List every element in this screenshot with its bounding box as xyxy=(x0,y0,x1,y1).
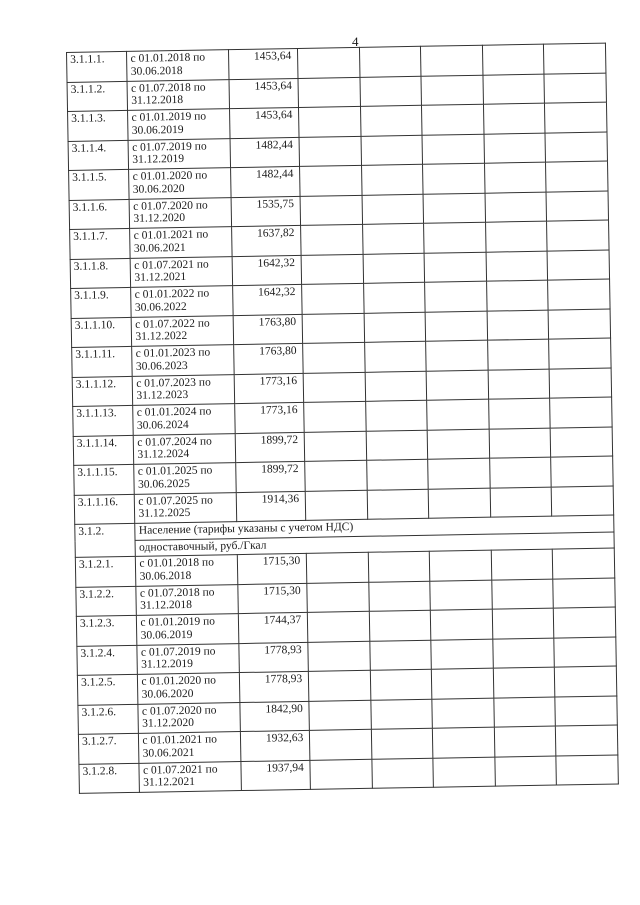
empty-cell xyxy=(299,136,361,167)
row-value: 1453,64 xyxy=(229,78,298,109)
empty-cell xyxy=(359,46,421,77)
row-value: 1899,72 xyxy=(235,432,304,463)
empty-cell xyxy=(427,399,489,430)
row-value: 1482,44 xyxy=(231,166,300,197)
empty-cell xyxy=(300,165,362,196)
empty-cell xyxy=(490,457,552,488)
empty-cell xyxy=(554,636,616,667)
row-period: с 01.01.2018 по 30.06.2018 xyxy=(136,555,238,586)
row-period: с 01.01.2025 по 30.06.2025 xyxy=(134,463,236,494)
empty-cell xyxy=(362,223,424,254)
row-code: 3.1.2.6. xyxy=(78,704,139,735)
empty-cell xyxy=(546,191,608,222)
empty-cell xyxy=(422,134,484,165)
empty-cell xyxy=(301,254,363,285)
row-value: 1763,80 xyxy=(234,343,303,374)
row-value: 1773,16 xyxy=(235,402,304,433)
empty-cell xyxy=(483,74,545,105)
empty-cell xyxy=(492,579,554,610)
empty-cell xyxy=(484,162,546,193)
row-period: с 01.07.2021 по 31.12.2021 xyxy=(139,761,241,792)
row-period: с 01.07.2019 по 31.12.2019 xyxy=(137,643,239,674)
empty-cell xyxy=(363,282,425,313)
empty-cell xyxy=(490,487,552,518)
empty-cell xyxy=(308,611,370,642)
empty-cell xyxy=(310,729,372,760)
empty-cell xyxy=(421,45,483,76)
empty-cell xyxy=(545,102,607,133)
row-code: 3.1.2.4. xyxy=(77,645,138,676)
empty-cell xyxy=(556,754,618,785)
empty-cell xyxy=(425,281,487,312)
row-code: 3.1.1.8. xyxy=(70,258,131,289)
row-period: с 01.07.2018 по 31.12.2018 xyxy=(127,79,229,110)
empty-cell xyxy=(544,73,606,104)
empty-cell xyxy=(422,104,484,135)
empty-cell xyxy=(298,47,360,78)
tariff-table-container xyxy=(66,43,619,794)
row-value: 1899,72 xyxy=(236,461,305,492)
empty-cell xyxy=(366,459,428,490)
row-value: 1453,64 xyxy=(229,48,298,79)
empty-cell xyxy=(301,224,363,255)
empty-cell xyxy=(433,727,495,758)
page-number: 4 xyxy=(352,34,359,49)
tariff-rows-upper xyxy=(67,43,614,524)
row-period: с 01.07.2019 по 31.12.2019 xyxy=(129,138,231,169)
section-title: Население (тарифы указаны с учетом НДС) xyxy=(135,515,614,540)
empty-cell xyxy=(433,757,495,788)
row-value: 1715,30 xyxy=(238,553,307,584)
row-period: с 01.07.2022 по 31.12.2022 xyxy=(132,315,234,346)
empty-cell xyxy=(494,697,556,728)
row-value: 1773,16 xyxy=(234,373,303,404)
empty-cell xyxy=(431,639,493,670)
empty-cell xyxy=(426,370,488,401)
row-value: 1932,63 xyxy=(241,730,310,761)
empty-cell xyxy=(547,250,609,281)
row-value: 1914,36 xyxy=(237,491,306,522)
empty-cell xyxy=(371,728,433,759)
empty-cell xyxy=(369,610,431,641)
section-subtitle: одноставочный, руб./Гкал xyxy=(136,532,615,556)
row-period: с 01.07.2025 по 31.12.2025 xyxy=(135,492,237,523)
empty-cell xyxy=(484,133,546,164)
empty-cell xyxy=(487,310,549,341)
empty-cell xyxy=(361,135,423,166)
row-period: с 01.07.2020 по 31.12.2020 xyxy=(130,197,232,228)
empty-cell xyxy=(492,608,554,639)
empty-cell xyxy=(428,458,490,489)
empty-cell xyxy=(491,549,553,580)
row-period: с 01.01.2020 по 30.06.2020 xyxy=(138,673,240,704)
empty-cell xyxy=(488,369,550,400)
empty-cell xyxy=(364,312,426,343)
empty-cell xyxy=(303,372,365,403)
empty-cell xyxy=(482,44,544,75)
empty-cell xyxy=(302,283,364,314)
row-code: 3.1.2.1. xyxy=(75,556,136,587)
empty-cell xyxy=(369,581,431,612)
empty-cell xyxy=(421,75,483,106)
empty-cell xyxy=(494,726,556,757)
row-period: с 01.01.2021 по 30.06.2021 xyxy=(130,227,232,258)
tariff-rows-lower xyxy=(75,548,618,793)
row-value: 1453,64 xyxy=(230,107,299,138)
empty-cell xyxy=(553,578,615,609)
empty-cell xyxy=(429,488,491,519)
row-value: 1778,93 xyxy=(239,642,308,673)
empty-cell xyxy=(360,76,422,107)
empty-cell xyxy=(308,641,370,672)
empty-cell xyxy=(307,552,369,583)
empty-cell xyxy=(425,311,487,342)
empty-cell xyxy=(305,490,367,521)
empty-cell xyxy=(426,340,488,371)
row-value: 1637,82 xyxy=(232,225,301,256)
row-period: с 01.01.2021 по 30.06.2021 xyxy=(139,732,241,763)
empty-cell xyxy=(493,638,555,669)
empty-cell xyxy=(488,398,550,429)
empty-cell xyxy=(495,756,557,787)
row-period: с 01.07.2023 по 31.12.2023 xyxy=(133,374,235,405)
empty-cell xyxy=(423,163,485,194)
empty-cell xyxy=(432,698,494,729)
empty-cell xyxy=(483,103,545,134)
row-value: 1744,37 xyxy=(239,612,308,643)
empty-cell xyxy=(427,429,489,460)
empty-cell xyxy=(424,252,486,283)
row-period: с 01.07.2024 по 31.12.2024 xyxy=(134,433,236,464)
empty-cell xyxy=(545,132,607,163)
empty-cell xyxy=(550,397,612,428)
empty-cell xyxy=(548,279,610,310)
empty-cell xyxy=(364,341,426,372)
empty-cell xyxy=(489,428,551,459)
empty-cell xyxy=(430,580,492,611)
row-period: с 01.07.2020 по 31.12.2020 xyxy=(138,702,240,733)
row-code: 3.1.1.7. xyxy=(70,228,131,259)
empty-cell xyxy=(304,401,366,432)
row-period: с 01.01.2023 по 30.06.2023 xyxy=(132,345,234,376)
row-code: 3.1.1.15. xyxy=(74,464,135,495)
empty-cell xyxy=(366,430,428,461)
empty-cell xyxy=(424,222,486,253)
empty-cell xyxy=(303,342,365,373)
empty-cell xyxy=(370,640,432,671)
row-code: 3.1.1.11. xyxy=(72,346,133,377)
row-code: 3.1.1.13. xyxy=(73,405,134,436)
empty-cell xyxy=(305,460,367,491)
row-value: 1642,32 xyxy=(232,255,301,286)
empty-cell xyxy=(432,668,494,699)
empty-cell xyxy=(487,339,549,370)
empty-cell xyxy=(309,670,371,701)
row-code: 3.1.2.5. xyxy=(77,674,138,705)
row-period: с 01.07.2021 по 31.12.2021 xyxy=(131,256,233,287)
empty-cell xyxy=(552,486,614,517)
row-code: 3.1.1.5. xyxy=(69,169,130,200)
empty-cell xyxy=(310,759,372,790)
empty-cell xyxy=(553,548,615,579)
empty-cell xyxy=(363,253,425,284)
empty-cell xyxy=(362,194,424,225)
row-code: 3.1.1.16. xyxy=(74,494,135,525)
row-period: с 01.01.2018 по 30.06.2018 xyxy=(127,50,229,81)
empty-cell xyxy=(556,725,618,756)
row-period: с 01.01.2019 по 30.06.2019 xyxy=(128,109,230,140)
row-value: 1535,75 xyxy=(231,196,300,227)
empty-cell xyxy=(298,77,360,108)
row-period: с 01.01.2024 по 30.06.2024 xyxy=(133,404,235,435)
row-value: 1482,44 xyxy=(230,137,299,168)
row-code: 3.1.1.3. xyxy=(68,110,129,141)
empty-cell xyxy=(549,368,611,399)
empty-cell xyxy=(423,193,485,224)
row-code: 3.1.1.9. xyxy=(71,287,132,318)
empty-cell xyxy=(430,550,492,581)
row-period: с 01.01.2020 по 30.06.2020 xyxy=(129,168,231,199)
empty-cell xyxy=(365,371,427,402)
empty-cell xyxy=(548,309,610,340)
row-code: 3.1.1.10. xyxy=(71,317,132,348)
empty-cell xyxy=(493,667,555,698)
row-value: 1937,94 xyxy=(241,760,310,791)
section-code: 3.1.2. xyxy=(75,523,136,557)
row-code: 3.1.1.1. xyxy=(67,51,128,82)
empty-cell xyxy=(547,220,609,251)
row-value: 1642,32 xyxy=(233,284,302,315)
empty-cell xyxy=(302,313,364,344)
empty-cell xyxy=(549,338,611,369)
empty-cell xyxy=(431,609,493,640)
tariff-table xyxy=(66,43,619,794)
row-value: 1842,90 xyxy=(240,701,309,732)
empty-cell xyxy=(371,699,433,730)
row-code: 3.1.1.12. xyxy=(72,376,133,407)
row-value: 1715,30 xyxy=(238,583,307,614)
row-code: 3.1.2.2. xyxy=(76,586,137,617)
row-period: с 01.07.2018 по 31.12.2018 xyxy=(136,584,238,615)
empty-cell xyxy=(555,695,617,726)
empty-cell xyxy=(365,400,427,431)
empty-cell xyxy=(309,700,371,731)
row-code: 3.1.1.4. xyxy=(68,140,129,171)
empty-cell xyxy=(300,195,362,226)
empty-cell xyxy=(486,280,548,311)
row-value: 1778,93 xyxy=(240,671,309,702)
empty-cell xyxy=(360,105,422,136)
empty-cell xyxy=(551,456,613,487)
empty-cell xyxy=(544,43,606,74)
empty-cell xyxy=(307,582,369,613)
empty-cell xyxy=(554,607,616,638)
empty-cell xyxy=(485,192,547,223)
empty-cell xyxy=(368,551,430,582)
row-code: 3.1.2.3. xyxy=(76,615,137,646)
empty-cell xyxy=(367,489,429,520)
row-code: 3.1.1.6. xyxy=(69,199,130,230)
row-code: 3.1.1.14. xyxy=(73,435,134,466)
row-value: 1763,80 xyxy=(233,314,302,345)
empty-cell xyxy=(485,221,547,252)
row-code: 3.1.2.7. xyxy=(78,733,139,764)
row-period: с 01.01.2022 по 30.06.2022 xyxy=(131,286,233,317)
empty-cell xyxy=(551,427,613,458)
row-code: 3.1.2.8. xyxy=(79,763,140,794)
empty-cell xyxy=(304,431,366,462)
empty-cell xyxy=(299,106,361,137)
row-code: 3.1.1.2. xyxy=(67,81,128,112)
empty-cell xyxy=(546,161,608,192)
empty-cell xyxy=(370,669,432,700)
empty-cell xyxy=(555,666,617,697)
empty-cell xyxy=(372,758,434,789)
row-period: с 01.01.2019 по 30.06.2019 xyxy=(137,614,239,645)
empty-cell xyxy=(486,251,548,282)
empty-cell xyxy=(361,164,423,195)
